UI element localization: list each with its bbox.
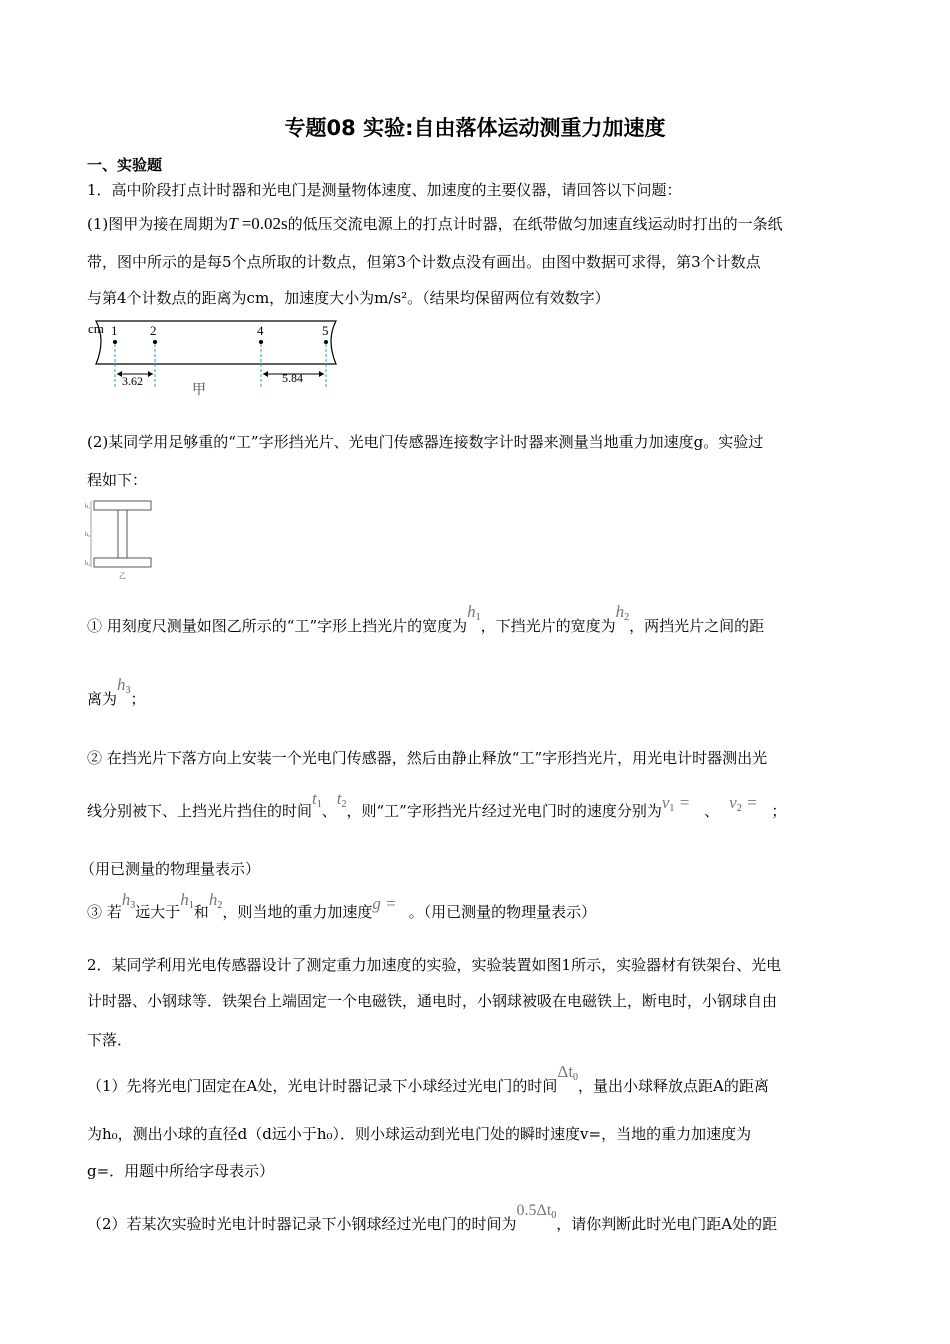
q2-line1: 2．某同学利用光电传感器设计了测定重力加速度的实验，实验装置如图1所示，实验器材有铁架台、光电 [87,956,782,974]
figure-caption: 乙 [119,572,126,580]
distance-label: 3.62 [122,374,143,388]
fig-label-h3: h₃ [85,532,91,538]
tape-figure [86,318,348,400]
section-heading: 一、实验题 [87,156,163,174]
q1-part1-line3: 与第4个计数点的距离为cm，加速度大小为m/s²。（结果均保留两位有效数字） [87,289,610,307]
tape-point-label: 4 [257,323,264,338]
q1-part2-line1: (2)某同学用足够重的“工”字形挡光片、光电门传感器连接数字计时器来测量当地重力加速度g。实验过 [87,433,764,451]
figure-caption: 甲 [192,383,206,398]
distance-label: 5.84 [282,371,303,385]
q1-intro: 1．高中阶段打点计时器和光电门是测量物体速度、加速度的主要仪器，请回答以下问题： [87,181,682,199]
q2-part2-line1: （2）若某次实验时光电计时器记录下小钢球经过光电门的时间为$0.5\Delta t_0$，请你判断此时光电门距A处的距 [87,1202,778,1233]
q2-line3: 下落． [87,1031,133,1049]
tape-dot [259,340,263,344]
period-symbol: T [228,214,238,233]
tape-dot [113,340,117,344]
q2-part1-line1: （1）先将光电门固定在A处，光电计时器记录下小球经过光电门的时间$\Delta t_0$，量出小球释放点距A的距离 [87,1062,769,1095]
period-value: =0.02s [241,214,288,233]
q2-part1-line2: 为h₀，测出小球的直径d（d远小于h₀）．则小球运动到光电门处的瞬时速度v=，当地的重力加速度为 [87,1125,752,1143]
fig-label-h2: h₂ [85,561,91,567]
q1-step2-line2: 线分别被下、上挡光片挡住的时间$t_1$、$t_2$，则“工”字形挡光片经过光电门时的速度分别为$v_1$ = 、 $v_2$ = ； [87,789,787,820]
i-shutter-figure [82,496,158,582]
tape-outline [96,321,336,364]
tape-dot [153,340,157,344]
page-title: 专题08 实验:自由落体运动测重力加速度 [284,116,666,140]
q1-step2-note: （用已测量的物理量表示） [80,860,261,878]
q1-step1-line2: 离为$h_3$； [87,675,146,708]
q1-step2-line1: ② 在挡光片下落方向上安装一个光电门传感器，然后由静止释放“工”字形挡光片，用光电计时器测出光 [87,749,768,767]
q1-step3: ③ 若$h_3$远大于$h_1$和$h_2$，则当地的重力加速度g = 。（用已测量的物理量表示） [87,890,597,921]
q2-line2: 计时器、小钢球等．铁架台上端固定一个电磁铁，通电时，小钢球被吸在电磁铁上，断电时，小钢球自由 [87,992,778,1010]
tape-dot [324,340,328,344]
tape-point-label: 5 [322,323,329,338]
q1-part2-line2: 程如下： [87,471,148,489]
q1-part1-line2: 带，图中所示的是每5个点所取的计数点，但第3个计数点没有画出。由图中数据可求得，第3个计数点 [87,253,761,271]
q2-part1-line3: g=．用题中所给字母表示） [87,1162,275,1180]
q1-step1-line1: ① 用刻度尺测量如图乙所示的“工”字形上挡光片的宽度为$h_1$，下挡光片的宽度为$h_2$，两挡光片之间的距 [87,602,765,635]
q1-part1-line1: (1)图甲为接在周期为T =0.02s的低压交流电源上的打点计时器，在纸带做匀加速直线运动时打出的一条纸 [87,214,783,233]
fig-label-h1: h₁ [85,504,91,510]
tape-unit: cm [88,321,104,336]
tape-point-label: 1 [111,323,118,338]
tape-point-label: 2 [150,323,157,338]
